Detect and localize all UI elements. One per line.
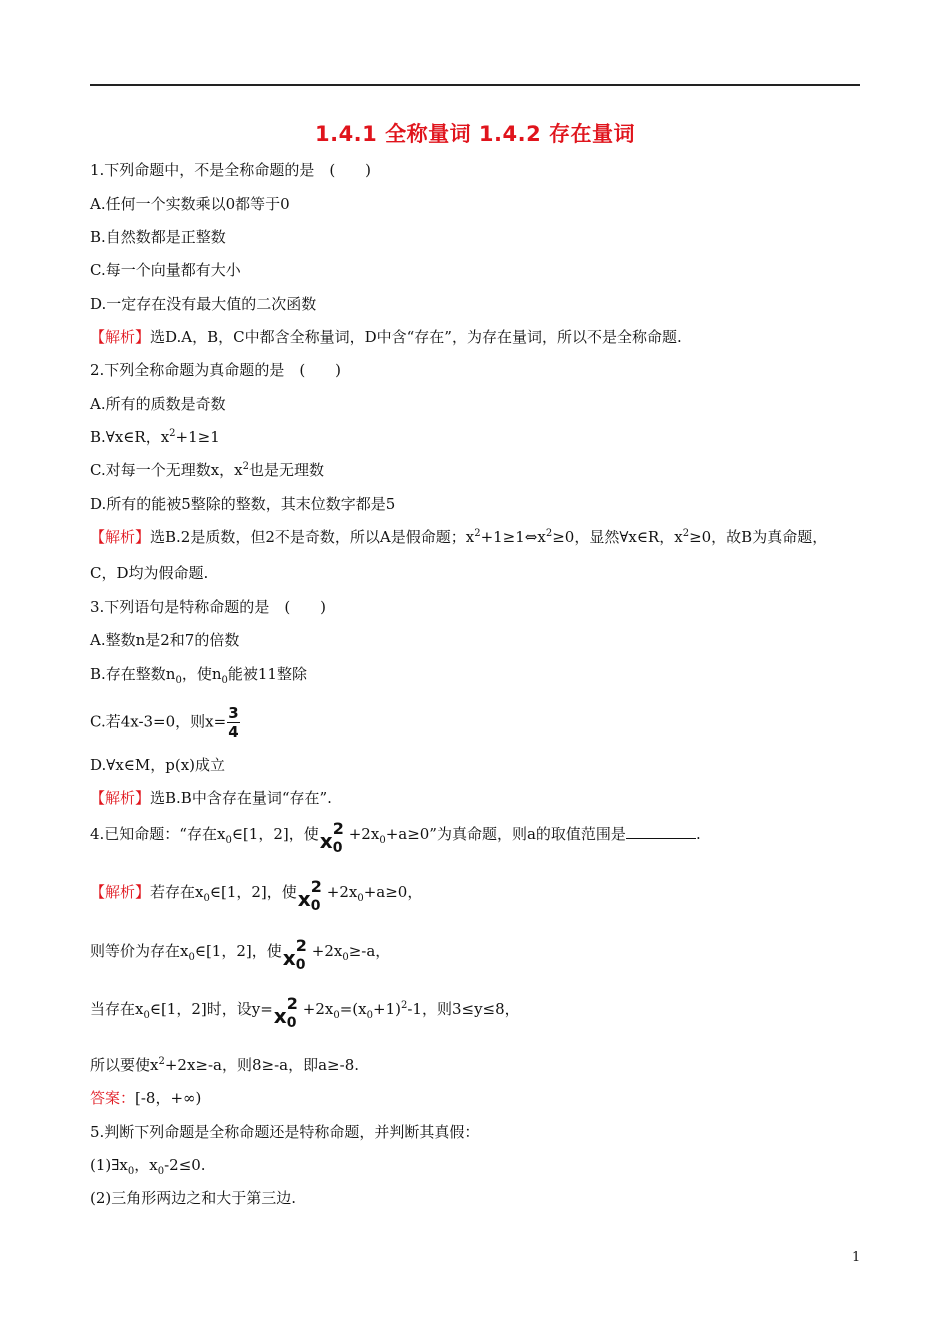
header-rule: [90, 84, 860, 86]
q1-option-d: D.一定存在没有最大值的二次函数: [90, 295, 317, 313]
x0-squared: x 2 0: [282, 936, 307, 973]
q3-option-c: C.若4x-3=0，则x= $\frac{3}{4}$: [90, 704, 239, 741]
page-title: 1.4.1 全称量词 1.4.2 存在量词: [314, 122, 635, 146]
q2-option-d: D.所有的能被5整除的整数，其末位数字都是5: [90, 495, 396, 513]
q4-solution-1: 【解析】若存在$x_0\in[1$，2]，使 x 2 0 $+2x_0+a\ge 0$，: [90, 877, 423, 914]
q2-stem: 2.下列全称命题为真命题的是 ( ): [90, 361, 342, 379]
analysis-tag: 【解析】: [90, 328, 151, 346]
q3-explanation: 【解析】选B.B中含存在量词“存在”.: [90, 789, 332, 807]
q1-option-a: A.任何一个实数乘以0都等于0: [90, 195, 290, 213]
q3-option-d: D.∀x∈M，p(x)成立: [90, 756, 226, 774]
q3-stem: 3.下列语句是特称命题的是 ( ): [90, 598, 327, 616]
q1-explanation: 【解析】选D.A，B，C中都含全称量词，D中含“存在”，为存在量词，所以不是全称命题.: [90, 328, 682, 346]
q4-solution-2: 则等价为存在$x_0\in[1$，2]，使 x 2 0 $+2x_0\ge-a$，: [90, 936, 391, 973]
fraction: $\frac{3}{4}$: [228, 704, 239, 741]
q4-answer: 答案：[-8，+∞): [90, 1089, 202, 1107]
x0-squared: x 2 0: [319, 819, 344, 856]
q2-explanation-cont: C，D均为假命题.: [90, 564, 209, 582]
q5-part-1: $(1)\exists x_0$，$x_0-2\le 0$.: [90, 1156, 206, 1177]
x0-squared: x 2 0: [297, 877, 322, 914]
q4-solution-3: 当存在$x_0\in[1$，2]时，设y= x 2 0 $+2x_0=(x_0+1)^2-1$，则3≤y≤8，: [90, 994, 520, 1031]
page-number: 1: [852, 1250, 861, 1265]
q4-stem: 4.已知命题：“存在$x_0\in[1$，2]，使 x 2 0 $+2x_0+a\ge 0$”为真命题，则a的取值范围是 .: [90, 819, 701, 856]
q1-option-c: C.每一个向量都有大小: [90, 261, 241, 279]
q3-option-a: A.整数n是2和7的倍数: [90, 631, 240, 649]
q2-option-b: B.∀x∈R，$x^2+1\ge 1$: [90, 428, 220, 446]
analysis-tag: 【解析】: [90, 528, 151, 546]
q3-option-b: B.存在整数$n_0$，使$n_0$能被11整除: [90, 665, 307, 686]
q5-part-2: (2)三角形两边之和大于第三边.: [90, 1189, 297, 1207]
q2-explanation: 【解析】选B.2是质数，但2不是奇数，所以A是假命题；$x^2+1\ge 1\Leftrightarrow x^2\ge 0$，显然∀x∈R，$x^2\ge 0$，故B为真命题，: [90, 528, 828, 546]
analysis-tag: 【解析】: [90, 789, 151, 807]
analysis-tag: 【解析】: [90, 883, 151, 901]
q2-option-c: C.对每一个无理数x，$x^2$也是无理数: [90, 461, 325, 479]
answer-blank: [626, 824, 696, 839]
q2-option-a: A.所有的质数是奇数: [90, 395, 226, 413]
q1-option-b: B.自然数都是正整数: [90, 228, 226, 246]
q4-solution-4: 所以要使$x^2+2x\ge-a$，则8≥-a，即a≥-8.: [90, 1056, 360, 1074]
q5-stem: 5.判断下列命题是全称命题还是特称命题，并判断其真假：: [90, 1123, 480, 1141]
q1-stem: 1.下列命题中，不是全称命题的是 ( ): [90, 161, 372, 179]
x0-squared: x 2 0: [273, 994, 298, 1031]
